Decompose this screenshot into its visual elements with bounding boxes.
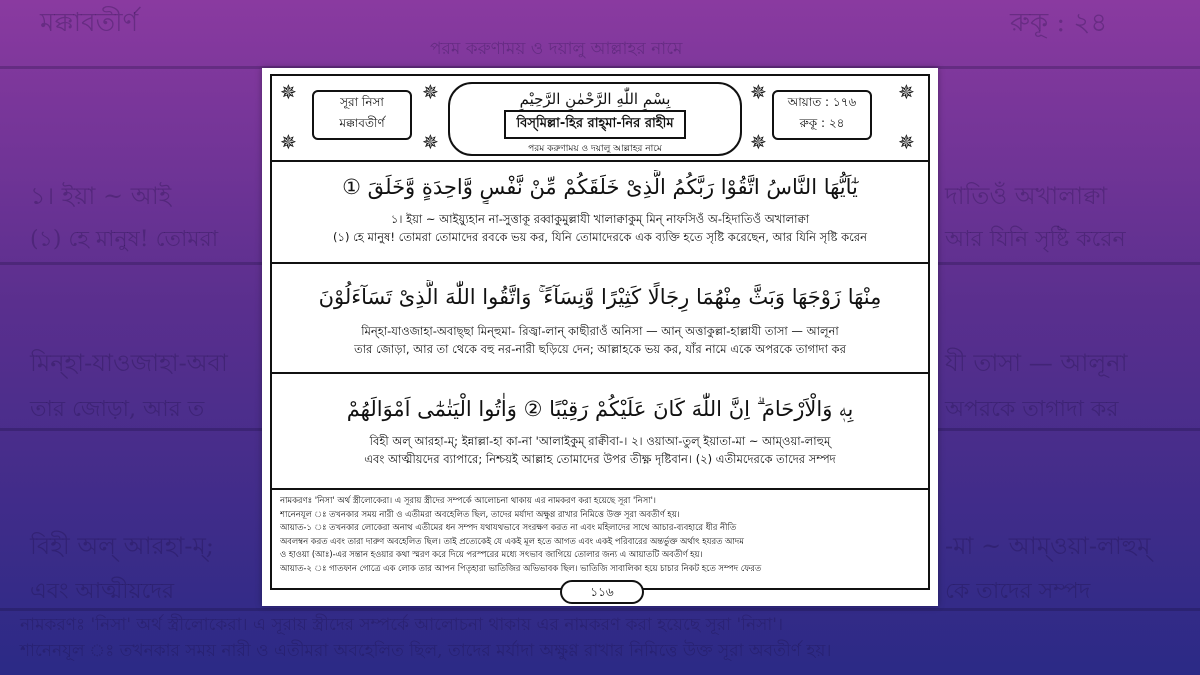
- surah-header: [272, 76, 928, 162]
- verse-meaning: (১) হে মানুষ! তোমরা তোমাদের রবকে ভয় কর, যিনি তোমাদেরকে এক ব্যক্তি হতে সৃষ্টি করেছেন, আর যিনি সৃষ্টি করেন: [333, 230, 867, 244]
- verse-transliteration: মিন্‌হা-যাওজাহা-অবাছ্‌ছা মিন্‌হুমা- রিজ্বা-লান্ কাছীরাওঁ অনিসা — আন্ অত্তাকুল্লা-হাল্লাযী তাসা — আলূনা: [361, 324, 839, 338]
- flower-ornament-icon: ✵: [750, 130, 767, 154]
- bg-line1-right: দাতিওঁ অখালাক্বা: [945, 182, 1108, 210]
- verse-meaning: তার জোড়া, আর তা থেকে বহু নর-নারী ছড়িয়ে দেন; আল্লাহকে ভয় কর, যাঁর নামে একে অপরকে তাগাদা কর: [354, 342, 846, 356]
- flower-ornament-icon: ✵: [422, 130, 439, 154]
- bg-line3: মিন্‌হা-যাওজাহা-অবা: [30, 349, 228, 377]
- bg-line6: এবং আত্মীয়দের: [30, 579, 175, 604]
- note-line: নামকরণঃ 'নিসা' অর্থ স্ত্রীলোকেরা। এ সূরায় স্ত্রীদের সম্পর্কে আলোচনা থাকায় এর নামকরণ করা হয়েছে সূরা 'নিসা'।: [280, 495, 656, 505]
- bg-line4: তার জোড়া, আর ত: [30, 397, 205, 422]
- basmala-box: [448, 82, 742, 156]
- bg-note2: শানেনযূল ঃ তখনকার সময় নারী ও এতীমরা অবহেলিত ছিল, তাদের মর্যাদা অক্ষুণ্ণ রাখার নিমিত্তে উক্ত সূরা অবতীর্ণ হয়।: [20, 641, 832, 661]
- revelation-place: মক্কাবতীর্ণ: [339, 116, 385, 130]
- note-line: আয়াত-২ ঃ গাতফান গোত্রে এক লোক তার আপন পিতৃহারা ভাতিজির অভিভাবক ছিল। ভাতিজি সাবালিকা হয়ে চাচার নিকট হতে সম্পদ ফেরত: [280, 562, 762, 573]
- bg-line5: বিহী অল্ আরহা-ম্;: [30, 532, 214, 560]
- verse-block: [272, 162, 928, 264]
- bg-note1: নামকরণঃ 'নিসা' অর্থ স্ত্রীলোকেরা। এ সূরায় স্ত্রীদের সম্পর্কে আলোচনা থাকায় এর নামকরণ করা হয়েছে সূরা 'নিসা'।: [20, 615, 784, 635]
- verse-meaning: এবং আত্মীয়দের ব্যাপারে; নিশ্চয়ই আল্লাহ তোমাদের উপর তীক্ষ্ণ দৃষ্টিবান। (২) এতীমদেরকে তাদের সম্পদ: [364, 452, 836, 466]
- note-line: শানেনযূল ঃ তখনকার সময় নারী ও এতীমরা অবহেলিত ছিল, তাদের মর্যাদা অক্ষুণ্ণ রাখার নিমিত্তে উক্ত সূরা অবতীর্ণ হয়।: [280, 508, 680, 519]
- note-line: আয়াত-১ ঃ তখনকার লোকেরা অনাথ এতীমের ধন সম্পদ যথাযথভাবে সংরক্ষণ করত না এবং মহিলাদের সাথে আচার-ব্যবহারে ধীর নীতি: [280, 522, 737, 532]
- verse-block: [272, 374, 928, 490]
- flower-ornament-icon: ✵: [898, 130, 915, 154]
- verse-transliteration: বিহী অল্ আরহা-ম্; ইন্নাল্লা-হা কা-না 'আলাইকুম্ রাক্বীবা-। ২। ওয়াআ-তুল্ ইয়াতা-মা ~ আম্‌ওয়া-লাহুম্: [369, 434, 831, 448]
- bg-revelation: মক্কাবতীর্ণ: [40, 8, 139, 38]
- bg-line2-right: আর যিনি সৃষ্টি করেন: [945, 227, 1126, 252]
- flower-ornament-icon: ✵: [750, 80, 767, 104]
- bg-param: পরম করুণাময় ও দয়ালু আল্লাহর নামে: [430, 39, 683, 59]
- surah-info-box: [312, 90, 412, 140]
- bg-rule: [0, 608, 1200, 611]
- verse-arabic: يٰٓاَيُّهَا النَّاسُ اتَّقُوْا رَبَّكُمُ الَّذِىْ خَلَقَكُمْ مِّنْ نَّفْسٍ وَّاحِدَةٍ وَّخَلَقَ ①: [342, 175, 858, 199]
- ayat-count: আয়াত : ১৭৬: [787, 95, 857, 109]
- flower-ornament-icon: ✵: [898, 80, 915, 104]
- bg-line2: (১) হে মানুষ! তোমরা: [30, 227, 219, 252]
- verse-arabic: مِنْهَا زَوْجَهَا وَبَثَّ مِنْهُمَا رِجَالًا كَثِيْرًا وَّنِسَآءً ۚ وَاتَّقُوا اللّٰهَ الَّذِىْ تَسَآءَلُوْنَ: [318, 285, 882, 309]
- note-line: অবলম্বন করত এবং তারা দারুণ অবহেলিত ছিল। তাই প্রত্যেকেই যে একই মূল হতে আগত এবং একই পরিবারের অন্তর্ভুক্ত অর্থাৎ হযরত আদম: [280, 535, 744, 546]
- bg-ruku: রুকূ : ২৪: [1010, 8, 1108, 38]
- surah-count-box: [772, 90, 872, 140]
- basmala-arabic: بِسْمِ اللّٰهِ الرَّحْمٰنِ الرَّحِيْمِ: [519, 90, 671, 108]
- page-number: ১১৬: [560, 580, 644, 604]
- basmala-bengali: বিস্‌মিল্লা-হির রাহ্‌মা-নির রাহীম: [504, 110, 685, 139]
- quran-page: [262, 68, 938, 606]
- verse-arabic: بِهٖ وَالْاَرْحَامَ ۗ اِنَّ اللّٰهَ كَانَ عَلَيْكُمْ رَقِيْبًا ② وَاٰتُوا الْيَتٰمٰٓى اَمْوَالَهُمْ: [346, 397, 854, 421]
- basmala-meaning: পরম করুণাময় ও দয়ালু আল্লাহর নামে: [528, 144, 662, 154]
- ruku-count: রুকূ : ২৪: [799, 116, 845, 130]
- flower-ornament-icon: ✵: [422, 80, 439, 104]
- bg-line3-right: যী তাসা — আলূনা: [945, 349, 1128, 377]
- flower-ornament-icon: ✵: [280, 130, 297, 154]
- note-line: ও হাওয়া (আঃ)-এর সন্তান হওয়ার কথা স্মরণ করে দিয়ে পরস্পরের মধ্যে সৎভাব জাগিয়ে তোলার জন্য এ আয়াতটি অবতীর্ণ হয়।: [280, 549, 703, 559]
- page-frame: [270, 74, 930, 590]
- bg-line1: ১। ইয়া ~ আই: [30, 182, 172, 210]
- bg-line5-right: -মা ~ আম্‌ওয়া-লাহুম্: [945, 532, 1151, 560]
- commentary-notes: [272, 490, 928, 588]
- bg-line6-right: কে তাদের সম্পদ: [945, 579, 1091, 604]
- verse-transliteration: ১। ইয়া ~ আইয়্যুহান না-সুত্তাকূ রব্বাকুমুল্লাযী খালাক্বাকুম্ মিন্ নাফসিওঁ অ-হিদাতিওঁ অখালাক্বা: [390, 212, 810, 226]
- bg-line4-right: অপরকে তাগাদা কর: [945, 397, 1119, 422]
- flower-ornament-icon: ✵: [280, 80, 297, 104]
- verse-block: [272, 264, 928, 374]
- surah-name: সূরা নিসা: [340, 95, 384, 109]
